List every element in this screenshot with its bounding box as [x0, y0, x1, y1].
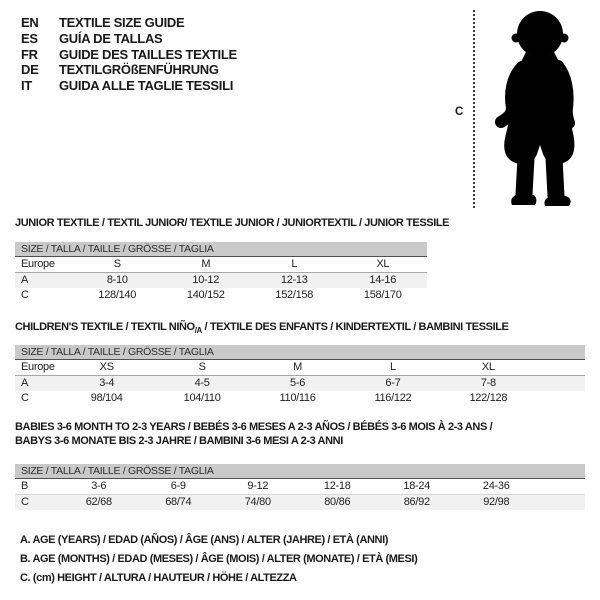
junior-table-title: JUNIOR TEXTILE / TEXTIL JUNIOR/ TEXTILE JUNIOR / JUNIORTEXTIL / JUNIOR TESSILE [15, 217, 450, 229]
size-cell: XL [376, 258, 390, 270]
table-row [15, 391, 585, 406]
lang-code: EN [21, 15, 39, 30]
size-cell: 74/80 [244, 496, 271, 508]
size-cell: XS [99, 361, 114, 373]
size-cell: XL [481, 361, 495, 373]
size-cell: 86/92 [403, 496, 430, 508]
size-cell: S [198, 361, 206, 373]
size-cell: 5-6 [290, 377, 306, 389]
size-cell: 24-36 [482, 480, 510, 492]
size-cell: 10-12 [192, 274, 220, 286]
row-label: A [21, 377, 29, 389]
lang-title: GUÍA DE TALLAS [59, 30, 163, 46]
size-cell: 98/104 [90, 392, 123, 404]
children-size-table [15, 345, 585, 406]
babies-table-title-line1: BABIES 3-6 MONTH TO 2-3 YEARS / BEBÉS 3-6 MESES A 2-3 AÑOS / BÉBÉS 3-6 MOIS À 2-3 ANS / [15, 421, 493, 433]
row-label: C [21, 496, 29, 508]
children-table-title [15, 321, 509, 335]
table-row [15, 257, 427, 273]
junior-size-table [15, 242, 427, 303]
size-cell: L [291, 258, 298, 270]
row-trailing-space [536, 360, 585, 375]
size-cell: 14-16 [369, 274, 397, 286]
size-cell: 68/74 [165, 496, 192, 508]
size-cell: 9-12 [247, 480, 269, 492]
row-trailing-space [536, 479, 585, 494]
table-row [15, 273, 427, 288]
size-cell: 122/128 [469, 392, 508, 404]
size-cell: 140/152 [186, 289, 225, 301]
row-label: Europe [21, 361, 55, 373]
row-label: C [21, 289, 29, 301]
size-cell: 12-18 [323, 480, 351, 492]
height-measure-dotted-line [473, 10, 475, 208]
row-label: B [21, 480, 29, 492]
children-title-sub: /A [194, 326, 202, 336]
size-cell: 7-8 [480, 377, 496, 389]
lang-code: DE [21, 62, 39, 78]
measurement-legend [20, 531, 417, 589]
size-cell: M [293, 361, 302, 373]
size-cell: 92/98 [483, 496, 510, 508]
size-cell: M [201, 258, 211, 270]
lang-title: TEXTILGRÖßENFÜHRUNG [59, 62, 219, 78]
size-cell: 4-5 [194, 377, 210, 389]
lang-row-fr [21, 47, 237, 63]
row-label: A [21, 274, 29, 286]
size-cell: 3-4 [99, 377, 115, 389]
row-label: C [21, 392, 29, 404]
table-row [15, 495, 585, 510]
size-header-bar: SIZE / TALLA / TAILLE / GRÖSSE / TAGLIA [15, 345, 585, 360]
size-cell: 80/86 [324, 496, 351, 508]
babies-size-table [15, 464, 585, 510]
size-header-bar: SIZE / TALLA / TAILLE / GRÖSSE / TAGLIA [15, 242, 427, 257]
size-cell: 62/68 [85, 496, 112, 508]
lang-code: ES [21, 30, 38, 46]
lang-row-it [21, 78, 237, 94]
row-trailing-space [536, 376, 585, 391]
row-trailing-space [536, 391, 585, 406]
size-cell: 8-10 [106, 274, 128, 286]
size-header-bar: SIZE / TALLA / TAILLE / GRÖSSE / TAGLIA [15, 464, 585, 479]
legend-line-a: A. AGE (YEARS) / EDAD (AÑOS) / ÂGE (ANS) / ALTER (JAHRE) / ETÀ (ANNI) [20, 534, 388, 546]
size-cell: L [390, 361, 396, 373]
size-cell: 116/122 [374, 392, 412, 404]
size-cell: 104/110 [183, 392, 221, 404]
lang-row-en [21, 15, 237, 31]
lang-code: FR [21, 46, 38, 62]
row-label: Europe [21, 258, 55, 270]
toddler-silhouette-icon [481, 8, 599, 213]
children-title-pre: CHILDREN'S TEXTILE / TEXTIL NIÑO [15, 321, 195, 333]
size-cell: 6-7 [385, 377, 401, 389]
legend-line-c: C. (cm) HEIGHT / ALTURA / HAUTEUR / HÖHE / ALTEZZA [20, 572, 297, 585]
language-list [21, 15, 237, 94]
lang-title: GUIDA ALLE TAGLIE TESSILI [59, 78, 234, 94]
children-title-post: / TEXTILE DES ENFANTS / KINDERTEXTIL / BAMBINI TESSILE [201, 321, 509, 333]
table-row [15, 376, 585, 391]
size-cell: 12-13 [280, 274, 308, 286]
size-cell: 152/158 [275, 289, 314, 301]
table-row [15, 360, 585, 376]
lang-code: IT [21, 78, 32, 94]
table-row [15, 288, 427, 303]
size-cell: 158/170 [363, 289, 402, 301]
table-row [15, 479, 585, 495]
row-trailing-space [536, 495, 585, 510]
legend-line-b: B. AGE (MONTHS) / EDAD (MESES) / ÂGE (MOIS) / ALTER (MONATE) / ETÀ (MESI) [20, 553, 418, 566]
figure-measure-label: C [454, 106, 463, 118]
size-cell: 128/140 [98, 289, 137, 301]
lang-row-de [21, 62, 237, 78]
size-cell: 3-6 [91, 480, 107, 492]
lang-title: GUIDE DES TAILLES TEXTILE [59, 46, 237, 62]
size-cell: 110/116 [279, 392, 316, 404]
lang-row-es [21, 31, 237, 47]
babies-table-title-line2: BABYS 3-6 MONATE BIS 2-3 JAHRE / BAMBINI 3-6 MESI A 2-3 ANNI [15, 435, 343, 447]
lang-title: TEXTILE SIZE GUIDE [59, 15, 185, 30]
size-cell: 6-9 [170, 480, 186, 492]
size-cell: S [113, 258, 121, 270]
size-cell: 18-24 [403, 480, 431, 492]
